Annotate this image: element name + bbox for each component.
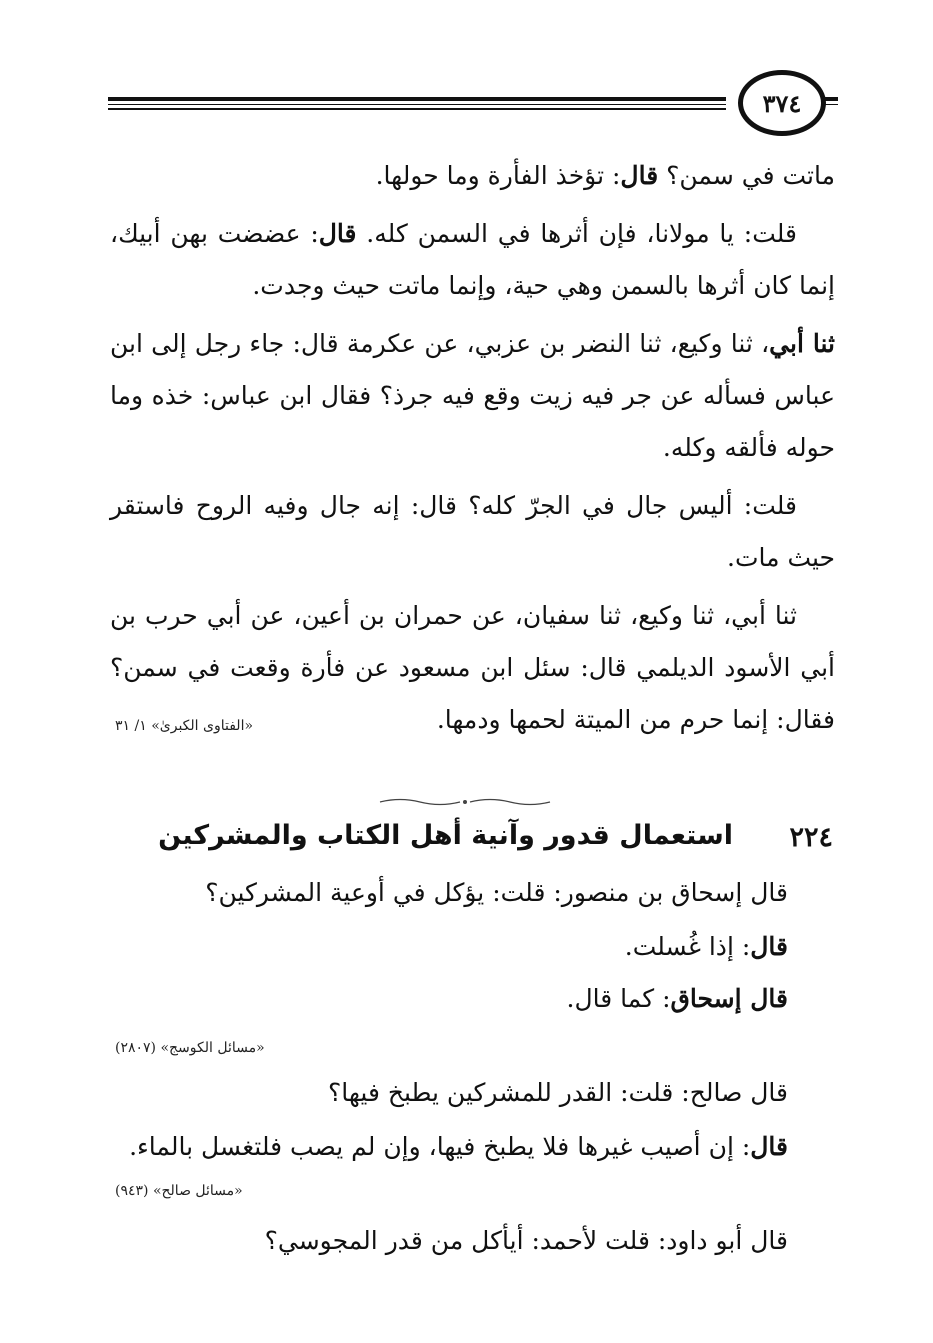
p3-bold: ثنا أبي — [769, 329, 835, 358]
paragraph-1 — [110, 150, 835, 202]
page-number — [738, 70, 826, 136]
l2-bold: قال — [750, 932, 788, 961]
section-number: ٢٢٤ — [789, 822, 833, 853]
p1-bold: قال — [620, 161, 659, 190]
body-line-2 — [625, 932, 788, 961]
p1-text-a: ماتت في سمن؟ — [658, 161, 835, 190]
p2-text-a: قلت: يا مولانا، فإن أثرها في السمن كله. — [356, 219, 797, 248]
header-rule-thick — [108, 97, 726, 101]
page-number-text: ٣٧٤ — [762, 88, 802, 118]
body-line-5 — [129, 1132, 788, 1161]
body-line-3 — [567, 984, 788, 1013]
page-header — [108, 68, 838, 132]
p3-text: ، ثنا وكيع، ثنا النضر بن عزبي، عن عكرمة قال: جاء رجل إلى ابن عباس فسأله عن جر فيه زيت وقع فيه جرذ؟ فقال ابن عباس: خذه وما حوله فألقه وكله. — [110, 329, 835, 462]
header-rule-thin — [108, 104, 726, 105]
l3-bold: قال إسحاق — [670, 984, 788, 1013]
l3-text: : كما قال. — [566, 984, 671, 1013]
source-reference-1: «الفتاوى الكبرىٰ» ١/ ٣١ — [115, 718, 254, 734]
header-rule-lower — [108, 108, 726, 110]
l2-text: : إذا غُسلت. — [624, 932, 751, 961]
source-reference-2: «مسائل الكوسج» (٢٨٠٧) — [115, 1040, 265, 1056]
p2-text-c: : عضضت بهن أبيك، إنما كان أثرها بالسمن وهي حية، وإنما ماتت حيث وجدت. — [110, 219, 835, 300]
body-line-4: قال صالح: قلت: القدر للمشركين يطبخ فيها؟ — [327, 1078, 788, 1107]
section-divider-ornament — [360, 795, 580, 809]
paragraph-3 — [110, 318, 835, 474]
top-text-block — [110, 150, 835, 752]
l5-bold: قال — [750, 1132, 788, 1161]
paragraph-2 — [110, 208, 835, 312]
body-line-6: قال أبو داود: قلت لأحمد: أيأكل من قدر المجوسي؟ — [264, 1226, 788, 1255]
paragraph-5: ثنا أبي، ثنا وكيع، ثنا سفيان، عن حمران بن أعين، عن أبي حرب بن أبي الأسود الديلمي قال: سئل ابن مسعود عن فأرة وقعت في سمن؟ فقال: إنما حرم من الميتة لحمها ودمها. — [110, 601, 835, 734]
paragraph-4: قلت: أليس جال في الجرّ كله؟ قال: إنه جال وفيه الروح فاستقر حيث مات. — [110, 491, 835, 572]
l5-text: : إن أصيب غيرها فلا يطبخ فيها، وإن لم يصب فلتغسل بالماء. — [129, 1132, 751, 1161]
p2-bold: قال — [318, 219, 357, 248]
body-line-1: قال إسحاق بن منصور: قلت: يؤكل في أوعية المشركين؟ — [205, 878, 788, 907]
source-reference-3: «مسائل صالح» (٩٤٣) — [115, 1183, 243, 1199]
p1-text-c: : تؤخذ الفأرة وما حولها. — [375, 161, 621, 190]
section-title: استعمال قدور وآنية أهل الكتاب والمشركين — [158, 820, 733, 851]
